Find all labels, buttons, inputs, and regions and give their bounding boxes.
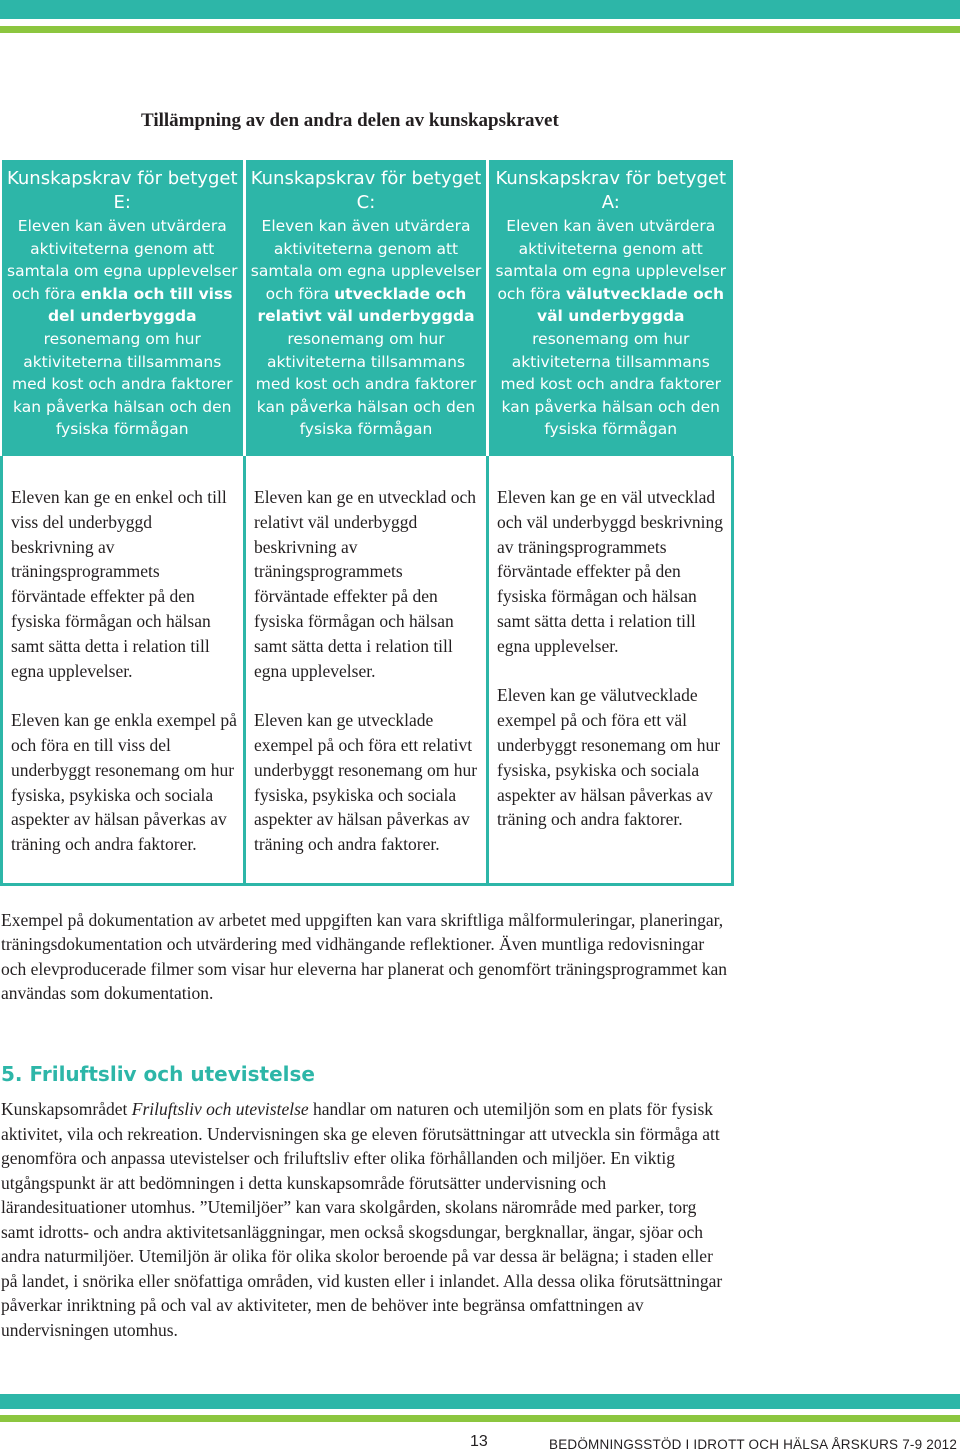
criteria-body-c (245, 456, 488, 884)
criteria-header-text: Eleven kan även utvärdera aktiviteterna genom att samtala om egna upplevelser och föra (250, 217, 482, 303)
criteria-header-e (2, 160, 245, 456)
criteria-description: Eleven kan ge en utvecklad och relativt väl underbyggd beskrivning av träningsprogrammets förväntade effekter på den fysiska förmågan och hälsan samt sätta detta i relation till egna upplevelser. (254, 487, 477, 681)
page-number: 13 (470, 1433, 488, 1450)
criteria-header-text: resonemang om hur aktiviteterna tillsammans med kost och andra faktorer kan påverka hälsan och den fysiska förmågan (11, 329, 233, 439)
criteria-body-e (2, 456, 245, 884)
criteria-description: Eleven kan ge en väl utvecklad och väl underbyggd beskrivning av träningsprogrammets förväntade effekter på den fysiska förmågan och hälsan samt sätta detta i relation till egna upplevelser. (497, 487, 723, 656)
section-title: Tillämpning av den andra delen av kunskapskravet (141, 110, 559, 131)
top-teal-band (0, 0, 960, 19)
body-italic-term: Friluftsliv och utevistelse (131, 1099, 309, 1119)
criteria-header-text: Eleven kan även utvärdera aktiviteterna genom att samtala om egna upplevelser och föra (495, 217, 726, 303)
criteria-reasoning: Eleven kan ge enkla exempel på och föra en till viss del underbyggt resonemang om hur fysiska, psykiska och sociala aspekter av hälsan påverkas av träning och andra faktorer. (11, 710, 237, 855)
criteria-reasoning: Eleven kan ge välutvecklade exempel på och föra ett väl underbyggt resonemang om hur fysiska, psykiska och sociala aspekter av hälsan påverkas av träning och andra faktorer. (497, 685, 721, 830)
criteria-header-text: resonemang om hur aktiviteterna tillsammans med kost och andra faktorer kan påverka hälsan och den fysiska förmågan (255, 329, 477, 439)
criteria-description: Eleven kan ge en enkel och till viss del underbyggd beskrivning av träningsprogrammets förväntade effekter på den fysiska förmågan och hälsan samt sätta detta i relation till egna upplevelser. (11, 487, 227, 681)
criteria-header-a (488, 160, 733, 456)
criteria-body-a (488, 456, 733, 884)
body-paragraph (1, 1097, 731, 1342)
section-heading: 5. Friluftsliv och utevistelse (1, 1062, 315, 1086)
bottom-green-band (0, 1415, 960, 1422)
criteria-header-title: Kunskapskrav för betyget C: (250, 168, 482, 213)
criteria-header-text: resonemang om hur aktiviteterna tillsammans med kost och andra faktorer kan påverka hälsan och den fysiska förmågan (500, 329, 722, 439)
criteria-reasoning: Eleven kan ge utvecklade exempel på och föra ett relativt underbyggt resonemang om hur fysiska, psykiska och sociala aspekter av hälsan påverkas av träning och andra faktorer. (254, 710, 478, 855)
criteria-header-emphasis: välutvecklade och väl underbyggda (536, 284, 725, 326)
criteria-header-text: Eleven kan även utvärdera aktiviteterna genom att samtala om egna upplevelser och föra (7, 217, 238, 303)
bottom-teal-band (0, 1394, 960, 1409)
footer-title: BEDÖMNINGSSTÖD I IDROTT OCH HÄLSA ÅRSKURS 7-9 2012 (549, 1437, 958, 1452)
documentation-paragraph: Exempel på dokumentation av arbetet med uppgiften kan vara skriftliga målformuleringar, planeringar, träningsdokumentation och utvärdering med vidhängande reflektioner. Även muntliga redovisningar och elevproducerade filmer som visar hur eleverna har planerat och genomfört träningsprogrammet kan användas som dokumentation. (1, 910, 727, 1004)
criteria-header-row (2, 160, 733, 456)
criteria-header-emphasis: enkla och till viss del underbyggda (47, 284, 233, 326)
criteria-header-title: Kunskapskrav för betyget E: (6, 168, 238, 213)
body-text: handlar om naturen och utemiljön som en plats för fysisk aktivitet, vila och rekreation. Undervisningen ska ge eleven förutsättningar att utveckla sin förmåga att genomföra och anpassa utevistelser och friluftsliv efter olika förhållanden och miljöer. En viktig utgångspunkt är att bedömningen i detta kunskapsområde förutsätter undervisning och lärandesituationer utomhus. ”Utemiljöer” kan vara skolgården, skolans närområde med parker, torg samt idrotts- och andra aktivitetsanläggningar, men också skogsdungar, bergknallar, ängar, sjöar och andra naturmiljöer. Utemiljön är olika för olika skolor beroende på var dessa är belägna; i staden eller på landet, i snörika eller snöfattiga områden, vid kusten eller i inlandet. Alla dessa olika förutsättningar påverkar inriktning på och val av aktiviteter, men de behöver inte begränsa omfattningen av undervisningen utomhus. (1, 1099, 723, 1340)
criteria-body-row (2, 456, 733, 884)
criteria-header-c (245, 160, 488, 456)
top-green-band (0, 26, 960, 33)
criteria-table (0, 160, 734, 886)
criteria-header-title: Kunskapskrav för betyget A: (495, 168, 726, 213)
body-text: Kunskapsområdet (1, 1099, 132, 1119)
criteria-header-emphasis: utvecklade och relativt väl underbyggda (257, 284, 475, 326)
